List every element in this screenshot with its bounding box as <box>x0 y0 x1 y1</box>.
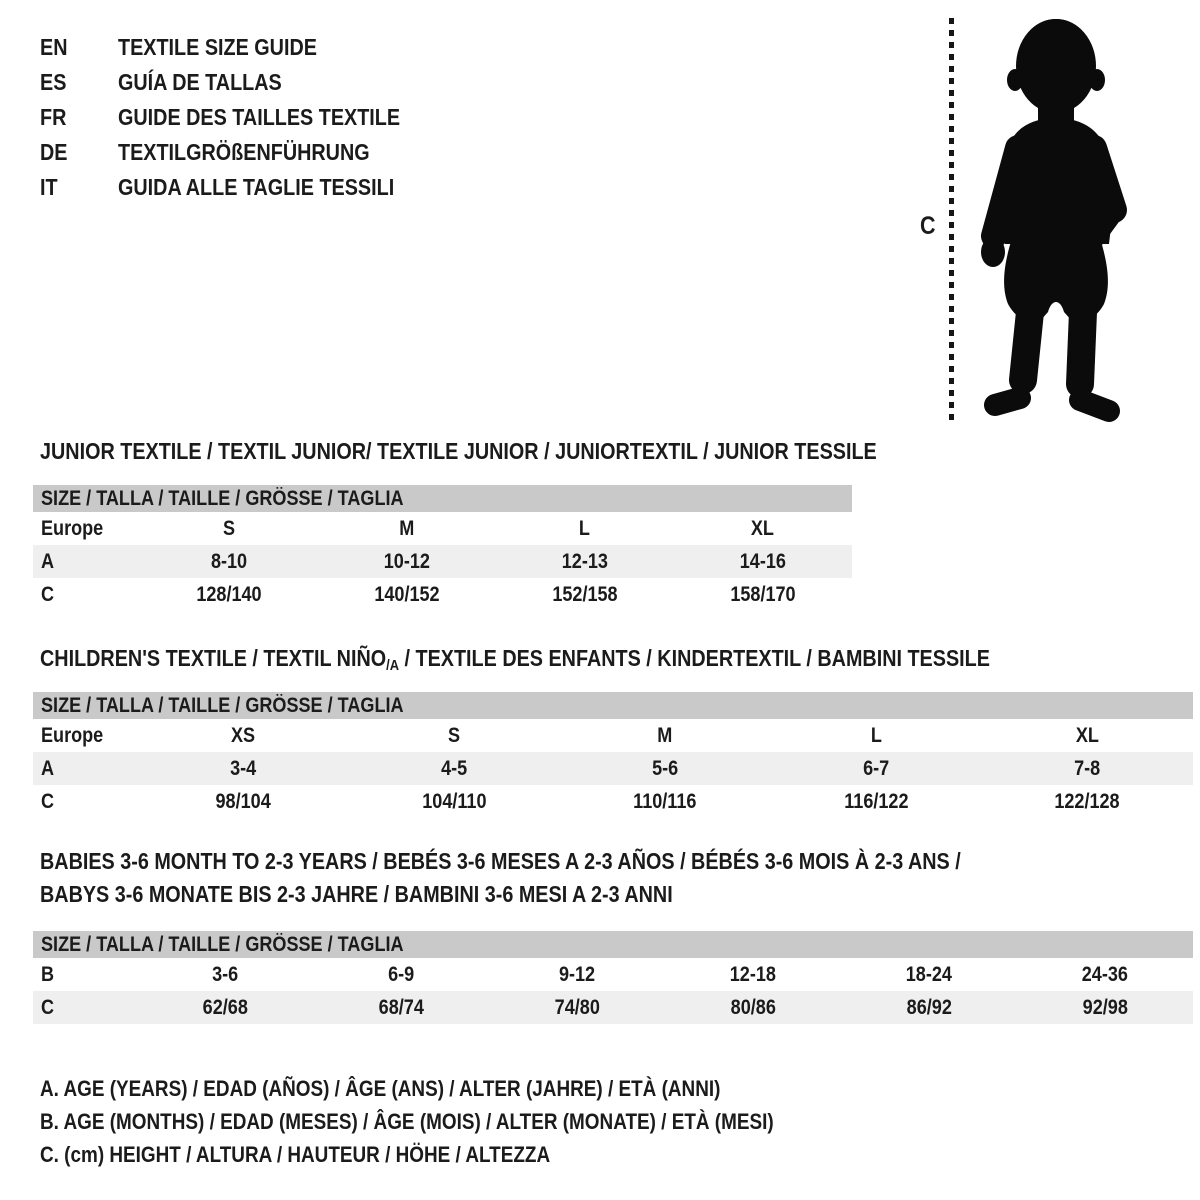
size-header-bar <box>33 485 852 512</box>
cell-value: 80/86 <box>730 995 776 1019</box>
row-label: A <box>41 756 55 780</box>
size-header-text: SIZE / TALLA / TAILLE / GRÖSSE / TAGLIA <box>41 486 404 510</box>
table-row <box>33 785 1193 818</box>
cell-value: 10-12 <box>383 549 430 573</box>
note-line-c: C. (cm) HEIGHT / ALTURA / HAUTEUR / HÖHE / ALTEZZA <box>40 1141 551 1167</box>
size-header-text: SIZE / TALLA / TAILLE / GRÖSSE / TAGLIA <box>41 693 404 717</box>
cell-value: 98/104 <box>215 789 271 813</box>
language-code: EN <box>40 34 68 60</box>
cell-value: M <box>399 516 415 540</box>
section-title-text: CHILDREN'S TEXTILE / TEXTIL NIÑO/A / TEXTILE DES ENFANTS / KINDERTEXTIL / BAMBINI TESSILE <box>40 645 990 674</box>
measure-label-c: C <box>920 212 936 240</box>
babies-size-table <box>33 931 1193 1024</box>
cell-value: 86/92 <box>906 995 952 1019</box>
cell-value: L <box>870 723 882 747</box>
row-label: C <box>41 789 55 813</box>
cell-value: 122/128 <box>1054 789 1121 813</box>
language-code: FR <box>40 104 67 130</box>
language-row <box>40 30 446 65</box>
cell-value: 4-5 <box>441 756 468 780</box>
cell-value: 104/110 <box>421 789 487 813</box>
cell-value: 6-7 <box>863 756 890 780</box>
cell-value: 24-36 <box>1081 962 1129 986</box>
language-label: TEXTILGRÖßENFÜHRUNG <box>118 139 370 165</box>
cell-value: 9-12 <box>559 962 596 986</box>
cell-value: 128/140 <box>195 582 262 606</box>
table-row <box>33 545 852 578</box>
size-header-bar <box>33 931 1193 958</box>
cell-value: XS <box>230 723 255 747</box>
language-label: GUIDE DES TAILLES TEXTILE <box>118 104 401 130</box>
cell-value: 3-6 <box>212 962 239 986</box>
cell-value: 68/74 <box>378 995 424 1019</box>
cell-value: S <box>448 723 461 747</box>
cell-value: 8-10 <box>210 549 247 573</box>
row-label: C <box>41 995 55 1019</box>
cell-value: 92/98 <box>1082 995 1128 1019</box>
section-title-text: JUNIOR TEXTILE / TEXTIL JUNIOR/ TEXTILE JUNIOR / JUNIORTEXTIL / JUNIOR TESSILE <box>40 438 877 464</box>
language-label: GUÍA DE TALLAS <box>118 69 282 95</box>
cell-value: 18-24 <box>905 962 953 986</box>
language-row <box>40 100 446 135</box>
language-label: TEXTILE SIZE GUIDE <box>118 34 317 60</box>
table-row <box>33 719 1193 752</box>
row-label: B <box>41 962 55 986</box>
language-row <box>40 170 446 205</box>
cell-value: 140/152 <box>374 582 440 606</box>
cell-value: 62/68 <box>202 995 248 1019</box>
cell-value: 12-18 <box>730 962 777 986</box>
cell-value: 14-16 <box>739 549 787 573</box>
row-label: C <box>41 582 55 606</box>
language-row <box>40 65 446 100</box>
footnotes <box>40 1072 893 1171</box>
cell-value: M <box>657 723 673 747</box>
table-row <box>33 958 1193 991</box>
language-code: DE <box>40 139 68 165</box>
cell-value: 12-13 <box>561 549 608 573</box>
section-title-junior <box>40 435 1013 468</box>
language-label: GUIDA ALLE TAGLIE TESSILI <box>118 174 395 200</box>
size-header-text: SIZE / TALLA / TAILLE / GRÖSSE / TAGLIA <box>41 932 404 956</box>
table-row <box>33 512 852 545</box>
cell-value: 110/116 <box>633 789 697 813</box>
table-row <box>33 991 1193 1024</box>
row-label: Europe <box>41 516 104 540</box>
row-label: Europe <box>41 723 104 747</box>
cell-value: 116/122 <box>844 789 909 813</box>
section-title-text: BABIES 3-6 MONTH TO 2-3 YEARS / BEBÉS 3-6 MESES A 2-3 AÑOS / BÉBÉS 3-6 MOIS À 2-3 ANS / <box>40 848 961 874</box>
cell-value: 7-8 <box>1074 756 1101 780</box>
section-title-babies <box>40 845 1111 911</box>
cell-value: 6-9 <box>388 962 415 986</box>
language-code: ES <box>40 69 67 95</box>
nino-a-subscript: /A <box>386 657 400 674</box>
baby-silhouette <box>968 14 1140 424</box>
table-row <box>33 578 852 611</box>
language-title-list <box>40 30 446 205</box>
section-title-text: BABYS 3-6 MONATE BIS 2-3 JAHRE / BAMBINI 3-6 MESI A 2-3 ANNI <box>40 881 673 907</box>
cell-value: XL <box>1075 723 1099 747</box>
language-code: IT <box>40 174 58 200</box>
cell-value: L <box>579 516 591 540</box>
height-measure-line <box>949 18 954 420</box>
cell-value: 152/158 <box>552 582 618 606</box>
children-size-table <box>33 692 1193 818</box>
height-figure <box>920 12 1176 428</box>
size-header-bar <box>33 692 1193 719</box>
table-row <box>33 752 1193 785</box>
cell-value: 5-6 <box>652 756 679 780</box>
cell-value: S <box>222 516 235 540</box>
note-line-b: B. AGE (MONTHS) / EDAD (MESES) / ÂGE (MOIS) / ALTER (MONATE) / ETÀ (MESI) <box>40 1108 774 1134</box>
cell-value: 3-4 <box>229 756 256 780</box>
cell-value: 158/170 <box>730 582 796 606</box>
junior-size-table <box>33 485 852 611</box>
section-title-children <box>40 642 1145 682</box>
note-line-a: A. AGE (YEARS) / EDAD (AÑOS) / ÂGE (ANS) / ALTER (JAHRE) / ETÀ (ANNI) <box>40 1075 721 1101</box>
cell-value: XL <box>751 516 775 540</box>
language-row <box>40 135 446 170</box>
row-label: A <box>41 549 55 573</box>
cell-value: 74/80 <box>554 995 600 1019</box>
